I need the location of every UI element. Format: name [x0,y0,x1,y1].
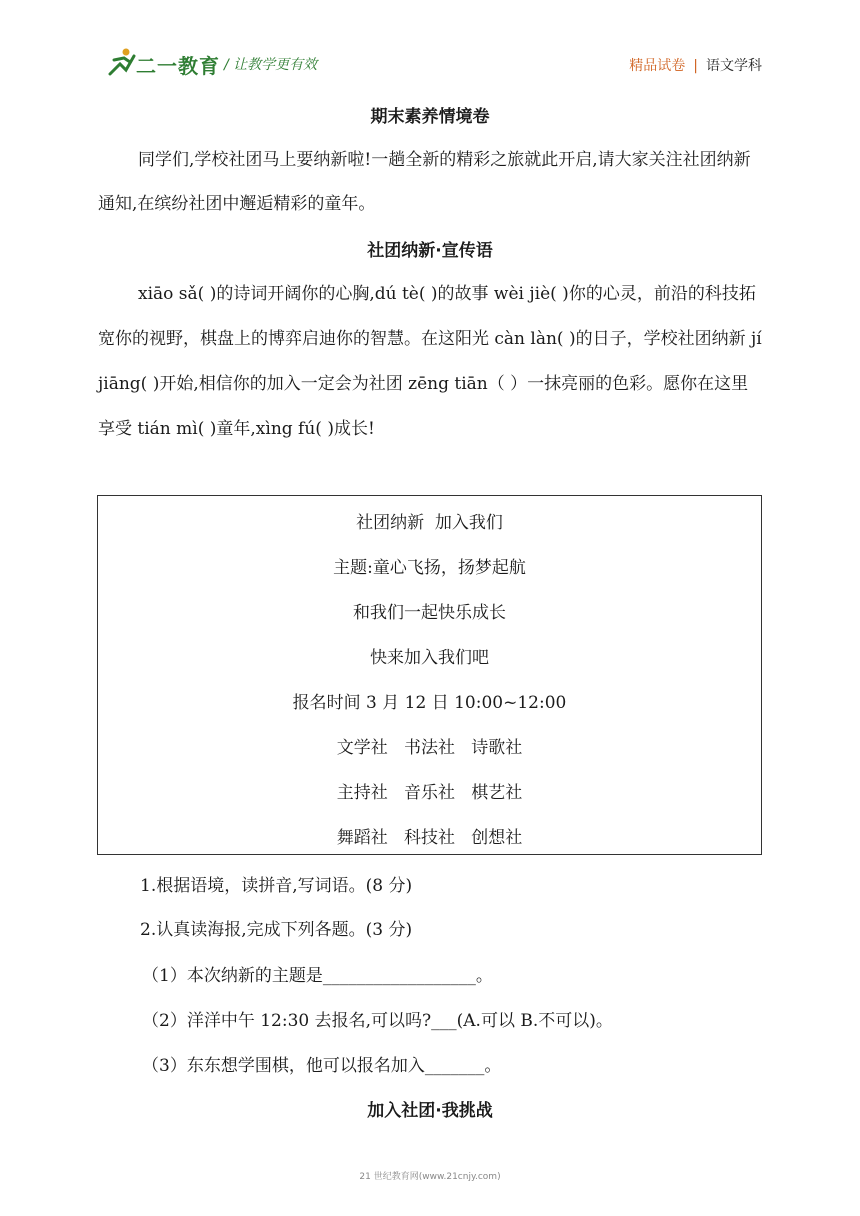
page-header [0,0,860,90]
poster-line: 报名时间 3 月 12 日 10:00~12:00 [292,693,567,713]
pinyin-passage: xiāo sǎ( )的诗词开阔你的心胸,dú tè( )的故事 wèi jiè( )你的心灵，前沿的科技拓宽你的视野，棋盘上的博弈启迪你的智慧。在这阳光 càn làn( )的日子，学校社团纳新 jí jiāng( )开始,相信你的加入一定会为社团 zēng tiān（ ）一抹亮丽的色彩。愿你在这里享受 tián mì( )童年,xìng fú( )成长! [98,284,762,439]
slogan: / 让教学更有效 [224,57,318,73]
poster-line: 主持社 音乐社 棋艺社 [336,783,523,803]
poster-line: 舞蹈社 科技社 创想社 [336,828,523,848]
poster-line: 社团纳新 加入我们 [356,513,503,533]
intro-paragraph: 同学们,学校社团马上要纳新啦!一趟全新的精彩之旅就此开启,请大家关注社团纳新通知,在缤纷社团中邂逅精彩的童年。 [98,150,751,214]
runner-logo-icon [104,46,138,80]
subquestion-1: （1）本次纳新的主题是__________________。 [142,966,493,986]
subquestion-2: （2）洋洋中午 12:30 去报名,可以吗?___(A.可以 B.不可以)。 [142,1011,613,1031]
section-heading-challenge: 加入社团·我挑战 [367,1101,493,1121]
paper-tag: 精品试卷 [629,58,686,74]
logo [104,46,224,80]
page-title: 期末素养情境卷 [370,107,490,127]
poster-line: 快来加入我们吧 [370,648,489,668]
poster-line: 和我们一起快乐成长 [353,603,506,623]
poster-line: 文学社 书法社 诗歌社 [336,738,523,758]
section-heading-slogan: 社团纳新·宣传语 [367,241,493,261]
subject-label: 语文学科 [706,58,762,74]
brand-name: 二一教育 [136,54,220,78]
page-footer: 21 世纪教育网(www.21cnjy.com) [359,1172,501,1182]
question-2: 2.认真读海报,完成下列各题。(3 分) [140,920,413,940]
question-1: 1.根据语境，读拼音,写词语。(8 分) [140,876,413,896]
recruitment-poster [97,495,762,855]
header-separator: | [693,58,698,74]
poster-line: 主题:童心飞扬，扬梦起航 [333,558,526,578]
header-right [629,55,762,75]
subquestion-3: （3）东东想学围棋，他可以报名加入_______。 [142,1056,502,1076]
